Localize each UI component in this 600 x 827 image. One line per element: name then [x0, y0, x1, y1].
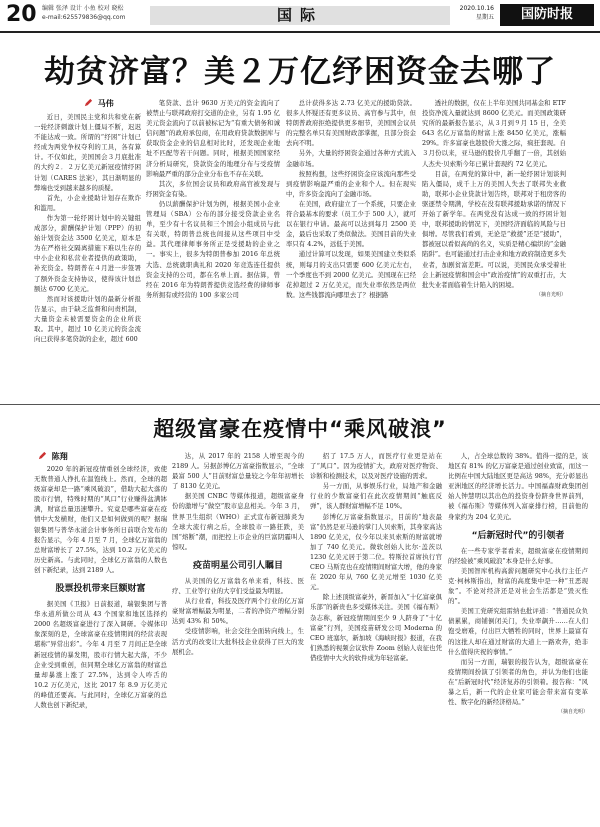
paragraph: 受疫情影响，社会交往全面转向线上，生活方式的改变让大批科技企业获得了巨大的发展机会。 — [172, 627, 304, 656]
article2-author: 陈翔 — [51, 452, 68, 461]
page-header — [0, 0, 600, 30]
paragraph: 人，占全球总数的 38%。值得一提的是，该地区有 81% 的亿万富豪是通过创业致富，而这一比例在中国大陆地区更是高达 98%，充分彰显出亚洲地区的经济增长活力。中国福森财政集团创始人钟慧明以其出色的投资身份跻身世界前列，被《福布斯》等媒体列入富豪排行榜，目前他的身家约为 204 亿美元。 — [448, 452, 588, 521]
paragraph: 笔贷款、总计 9630 万美元的资金流向了被禁止与联邦政府打交道的企业，另有 1.95 亿美元资金流向了以前被标记为“有重大债务和诚信问题”的政府承包商，在用政府贷款数据库与获取资金企业的信息相对比时，还发现企业地址不匹配等若干问题。同时，根据美国国家经济分析局研究，贷款资金的地理分布与受疫情影响最严重的部分企业分布也不存在关联。 — [146, 99, 280, 178]
article2-headline: 超级富豪在疫情中“乘风破浪” — [153, 417, 447, 441]
editor-credits — [42, 4, 125, 22]
paragraph: 作为第一轮纾困计划中的关键组成部分，薪酬保护计划（PPP）的初始计划资金达 3500 亿美元，原本是为在严格社交隔离措施下难以生存的中小企业和私营业者提供的政策助，补充资金。特朗普在４月进一步签署了额外资金支持协议，使得该计划总额达 6700 亿美元。 — [34, 213, 141, 293]
paragraph: 而另一方面，瑞银的报告认为，超级富豪在疫情期间扮演了引领者的角色，并认为他们也能在“后新冠时代”经济复苏的引领着。报告称：“风暴之后，新一代的企业家可能会带来富有变革性、数字化的新经济格局。” — [448, 657, 588, 707]
paragraph: 近日，美国民主党和共和党在新一轮经济刺激计划上僵局不断，迟迟不能达成一致。所谓的“纾困”计划已经成为两党争权夺利的工具，各有算计。不仅如此，美国国会３月底批准的大约２．２万亿美元新冠疫情纾困计划（CARES 法案），其日渐明显的弊端也受到越来越多的质疑。 — [34, 113, 141, 192]
header-rule — [0, 31, 600, 33]
paragraph: 其次，多位国会议员和政府高官被发现与纾困资金有染。 — [146, 179, 280, 198]
newspaper-logo: 国防时报 — [500, 4, 594, 26]
paragraph: 从行业看，科技及医疗两个行业的亿万富豪财富增幅最为明显，二者的净资产增幅分别达到 43% 和 50%。 — [172, 597, 304, 626]
paragraph: 另外，大量的纾困资金通过各种方式流入金融市场。 — [286, 149, 416, 168]
article2-byline — [38, 451, 68, 462]
article2-column-2 — [172, 451, 304, 657]
article1-column-1 — [34, 112, 141, 344]
email-line: e-mail:625579836@qq.com — [42, 14, 126, 21]
issue-date — [454, 4, 494, 22]
article-separator — [0, 404, 600, 405]
paragraph: 仍以薪酬保护计划为例，根据美国小企业管理局（SBA）公布的部分接受贷款企业名单，至少有十名议员和三个国会小组成员与此有关联，特朗普总统也间接从这些项目中受益。其代理律师事务所正是受援助的企业之一。事实上，很多为特朗普参加 2016 年总统大选、总统就职典礼和 2020 年竞选连任提供资金支持的公司，都在名单上面。据估算，曾经在 2016 年为特朗普提供竞选经费的律师事务所拥有或经营的 100 多家公司 — [146, 199, 280, 299]
paragraph: 美国工党研究组雷纳也批评道：“普通民众负债累累，商铺倒闭关门，失业率飙升……在人们饱受磨难，付出巨大牺牲的同时，世界上最富有的这批人却在通过财富的大道上一路欢奔，绝非什么值得庆祝的事情。” — [448, 607, 588, 656]
date-value: 2020.10.16 — [459, 5, 494, 12]
paragraph: 招了 17.5 万人，而医疗行业更是站在了“风口”。因为疫情扩大，政府对医疗物资、诊断和检测技术，以及对医疗设施的需求。 — [310, 452, 442, 481]
subheading: 疫苗明星公司引人瞩目 — [192, 560, 283, 571]
article2-column-3 — [310, 451, 442, 663]
pen-icon — [84, 98, 93, 107]
paragraph: 按照构想，这些纾困资金应该流向那些受到疫情影响最严重的企业和个人。但在现实中，许多资金流向了金融市场。 — [286, 169, 416, 198]
paragraph: 除上述顶级富豪外，新晋加入“十亿富豪俱乐部”的新贵也多受媒体关注。美国《福布斯》杂志称，新冠疫情期间至少 9 人跻身了“十亿富豪”行列，美国疫苗研发公司 Moderna 的 CEO 班塞尔，新加坡《海峡时报》报道，在我们熟悉的视频会议软件 Zoom 创始人袁征也凭借疫情中大火的软件成为年轻富豪。 — [310, 593, 442, 662]
paragraph: 通过计算可以发现，如果美国建立类似系统，则每月的支出只需要 600 亿美元左右，一个季度也不到 2000 亿美元。美国现在已经花掉超过 2 万亿美元，而失业率依然是两位数。这些钱都流向哪里去了？根据路 — [286, 250, 416, 299]
article1-column-3 — [286, 98, 416, 300]
weekday-value: 星期五 — [475, 14, 494, 21]
pen-icon — [38, 451, 47, 460]
paragraph: 总计获得多达 2.73 亿美元的援助贷款。很多人怀疑还有更多议员、高官参与其中，但特朗普政府拒绝提供更多细节，美国国会议员的完整名单只有美国财政部掌握，且部分资金去向不明。 — [286, 99, 416, 148]
paragraph: 据美国 CNBC 等媒体报道，超级富豪身份的激增与“做空”股市息息相关。今年 3 月，世界卫生组织（WHO）正式宣布新冠肺炎为全球大流行病之后，全球股市一路狂跌，美国“熔断”潮，而把控上市企业的巨富阴霾叫人惊叹。 — [172, 492, 304, 551]
article1-byline — [84, 98, 114, 109]
paragraph: 从美国的亿万富翁名单来看，科技、医疗、工业等行业的大亨们受益最为明显。 — [172, 576, 304, 596]
section-title: 国际 — [276, 6, 323, 24]
paragraph: 然而对该援助计划的最新分析报告显示，由于缺乏监督和问责机制，大量资金未被需要资金的企业所获取。其中，超过 10 亿美元的资金流向已获得多笔贷款的企业，超过 600 — [34, 294, 141, 344]
subheading: 股票投机带来巨额财富 — [55, 584, 146, 595]
article1-headline: 劫贫济富？美２万亿纾困资金去哪了 — [44, 54, 556, 90]
article1-column-2 — [146, 98, 280, 300]
page-number: 20 — [6, 2, 37, 27]
article2-column-4 — [448, 451, 588, 717]
article1-author: 马伟 — [97, 99, 114, 108]
subheading: “后新冠时代”的引领者 — [471, 530, 565, 541]
paragraph: 彭博亿万富豪指数显示，目前的“地表最富”仍然是亚马逊的掌门人贝索斯，其身家高达 1890 亿美元，仅今年以来贝索斯的财富就增加了 740 亿美元。微软创始人比尔·盖茨以 1230 亿美元居于第二位。特斯拉首席执行官 CEO 马斯克也在疫情期间财富大增，他的身家在 2020 年从 760 亿美元增至 1030 亿美元。 — [310, 512, 442, 592]
paragraph: 另一方面，从事娱乐行业，局地产和金融行业的少数富豪们在此次疫情期间“触底反弹”，该人群财富增幅不足 10%。 — [310, 482, 442, 511]
paragraph: 在美国，政府建立了一个系统，只要企业符合最基本的要求（员工少于 500 人），就可以在银行申请。最高可以达到每月 2500 美金，最后也采取了类似做法。美国目前的失业率只有 4.2%，远低于美国。 — [286, 199, 416, 249]
paragraph: 达，从 2017 年的 2158 人增至现今的 2189 人。另据彭博亿万富豪指数显示，“全球最富 500 人”目前财富总量较之今年年初增长了 8130 亿美元。 — [172, 452, 304, 491]
article1-signature: （摘自光明） — [535, 291, 566, 298]
paragraph: 透社的数据，仅在上半年美国共同基金和 ETF 投资净流入量就达到 8600 亿美元。而美国政策研究所的最新报告显示，从３月到９月 15 日，全美 643 名亿万富翁的财富上涨 8450 亿美元，涨幅 29%。许多富豪也趁股价大涨之际，疯狂套现。自３月份以来，亚马逊的股价几乎翻了一倍，其创始人杰夫·贝索斯今年已累计套现约 72 亿美元。 — [422, 99, 566, 168]
editors-line: 编辑 张泽 设计 小鱼 校对 晓松 — [42, 5, 124, 12]
paragraph: 美国智库机构高薪问题研究中心执行主任卢克·柯林斯指出，财富的高度集中是一种“丑恶现象”。不论对经济还是对社会生活都是“毁灭性的”。 — [448, 566, 588, 606]
article2-column-1 — [34, 464, 167, 710]
paragraph: 首先，小企业援助计划存在欺诈和滥用。 — [34, 193, 141, 212]
paragraph: 2020 年的新冠疫情重创全球经济，致使无数普通人挣扎在温饱线上。然而，全球的超级富豪却是一路“乘风破浪”，借助大起大落的股市行情，特殊时期的“风口”行业赚得盆满钵满，财富总量迅速攀升。究竟是哪些富豪在疫情中大发横财，他们又是如何做到的呢？据瑞银集团与普华永道会计事务所日前联合发布的报告显示，今年 4 月至 7 月，全球亿万富翁的总财富增长了 27.5%，达到 10.2 万亿美元的历史新高。与此同时，全球亿万富翁的人数也创下新纪录，达到 2189 人。 — [34, 465, 167, 574]
article2-signature: （摘自光明） — [557, 709, 588, 716]
paragraph: 据美国《卫报》日前报道，瑞银集团与普华永道所做公司从 43 个国家和地区选择约 2000 名超级富豪进行了深入调研。令媒体印象深刻的是，全球富豪在疫情期间的经营表现堪称“异常出彩”。今年 4 月至 7 月间正是全球新冠疫情的暴发期，股市行情大起大落，不少企业受到重创，但同期全球亿万富翁的财富总量却暴涨上涨了 27.5%，达到令人咋舌的 10.2 万亿美元，这比 2017 年 8.9 万亿美元的峰值还要高。与此同时，全球亿万富豪的总人数也创下新纪录， — [34, 600, 167, 709]
paragraph: 目前，在两党的算计中，新一轮纾困计划谈判陷入僵局，成千上万的美国人失去了联邦失业救助，联邦小企业贷款计划告终，联邦对于租房客的驱逐禁令期满，学校在没有联邦援助承诺的情况下开始了新学年。在两党没有达成一致的纾困计划中，联邦援助的情况下，美国经济面临的风险与日俱增。尽管我们看到，无论是“救援”还是“援助”，都被冠以看似高尚的名义，实质是精心编织的“金融陷阱”。也可能通过打击企业和地方政府制造更多失业者，加剧贫富差距。可以说，美国民众承受着社会上新冠疫情和国会中“政治疫情”的双重打击，大批失业者面临着生计陷入的困境。 — [422, 169, 566, 289]
paragraph: 在一些专家学者看来，超级富豪在疫情期间的经验被“乘风破浪”本身是什么好事。 — [448, 546, 588, 565]
article1-column-4 — [422, 98, 566, 300]
